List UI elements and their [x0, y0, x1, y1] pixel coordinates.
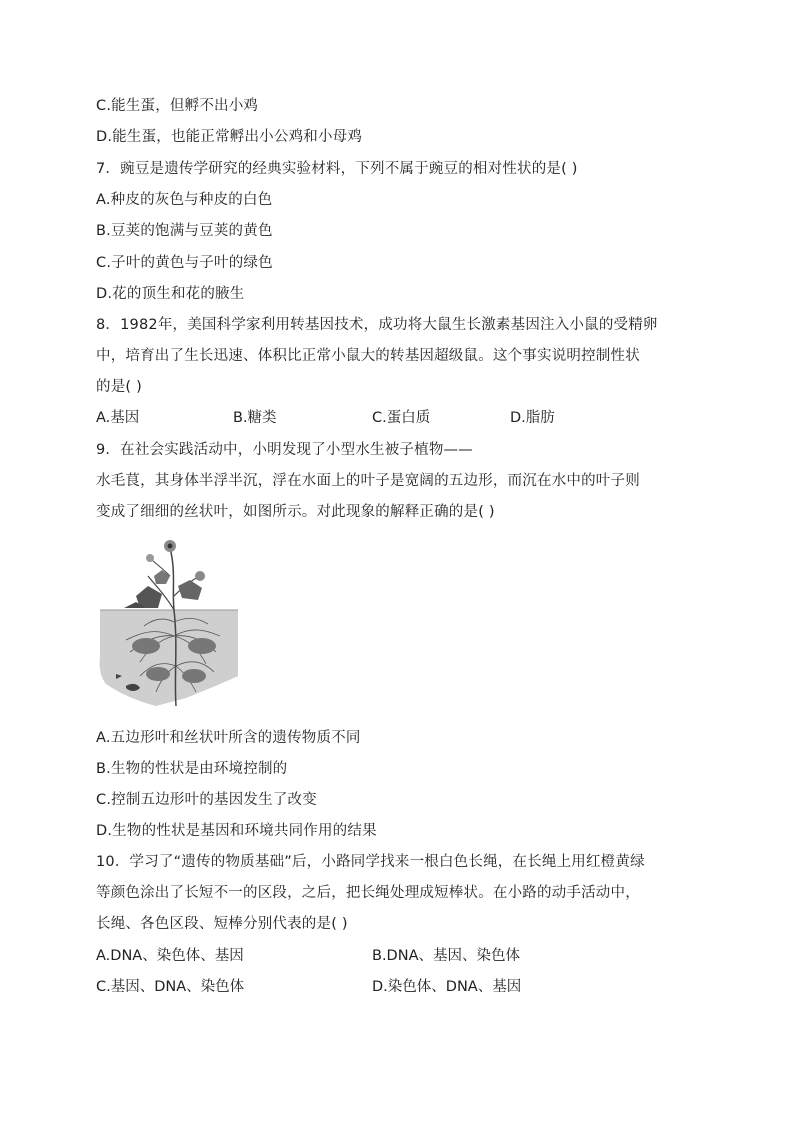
q10-stem-line-3: 长绳、各色区段、短棒分别代表的是( ) [96, 916, 348, 932]
q7-option-c: C.子叶的黄色与子叶的绿色 [96, 255, 273, 271]
q9-option-c: C.控制五边形叶的基因发生了改变 [96, 792, 317, 808]
q8-stem-line-1: 8．1982年，美国科学家利用转基因技术，成功将大鼠生长激素基因注入小鼠的受精卵 [96, 317, 658, 333]
q8-stem-line-2: 中，培育出了生长迅速、体积比正常小鼠大的转基因超级鼠。这个事实说明控制性状 [96, 348, 640, 364]
q9-stem-line-3: 变成了细细的丝状叶，如图所示。对此现象的解释正确的是( ) [96, 504, 495, 520]
q7-option-a: A.种皮的灰色与种皮的白色 [96, 192, 273, 208]
q8-option-c: C.蛋白质 [372, 410, 431, 426]
q9-stem-line-2: 水毛茛，其身体半浮半沉，浮在水面上的叶子是宽阔的五边形，而沉在水中的叶子则 [96, 473, 640, 489]
q10-option-d: D.染色体、DNA、基因 [372, 979, 522, 995]
q9-option-b: B.生物的性状是由环境控制的 [96, 761, 288, 777]
water-buttercup-illustration [96, 536, 242, 714]
q8-option-b: B.糖类 [233, 410, 277, 426]
q9-option-d: D.生物的性状是基因和环境共同作用的结果 [96, 823, 377, 839]
q7-stem: 7．豌豆是遗传学研究的经典实验材料，下列不属于豌豆的相对性状的是( ) [96, 161, 578, 177]
q6-option-c: C.能生蛋，但孵不出小鸡 [96, 98, 259, 114]
q7-option-b: B.豆荚的饱满与豆荚的黄色 [96, 223, 273, 239]
water-buttercup-figure [96, 536, 242, 714]
q8-option-a: A.基因 [96, 410, 140, 426]
q10-stem-line-2: 等颜色涂出了长短不一的区段，之后，把长绳处理成短棒状。在小路的动手活动中， [96, 885, 640, 901]
q9-stem-line-1: 9．在社会实践活动中，小明发现了小型水生被子植物—— [96, 442, 473, 458]
q6-option-d: D.能生蛋，也能正常孵出小公鸡和小母鸡 [96, 129, 363, 145]
q10-option-a: A.DNA、染色体、基因 [96, 948, 244, 964]
q10-stem-line-1: 10．学习了“遗传的物质基础”后，小路同学找来一根白色长绳，在长绳上用红橙黄绿 [96, 854, 645, 870]
q10-option-c: C.基因、DNA、染色体 [96, 979, 245, 995]
q10-option-b: B.DNA、基因、染色体 [372, 948, 520, 964]
q7-option-d: D.花的顶生和花的腋生 [96, 286, 245, 302]
q8-option-d: D.脂肪 [510, 410, 555, 426]
q9-option-a: A.五边形叶和丝状叶所含的遗传物质不同 [96, 730, 361, 746]
q8-stem-line-3: 的是( ) [96, 379, 142, 395]
